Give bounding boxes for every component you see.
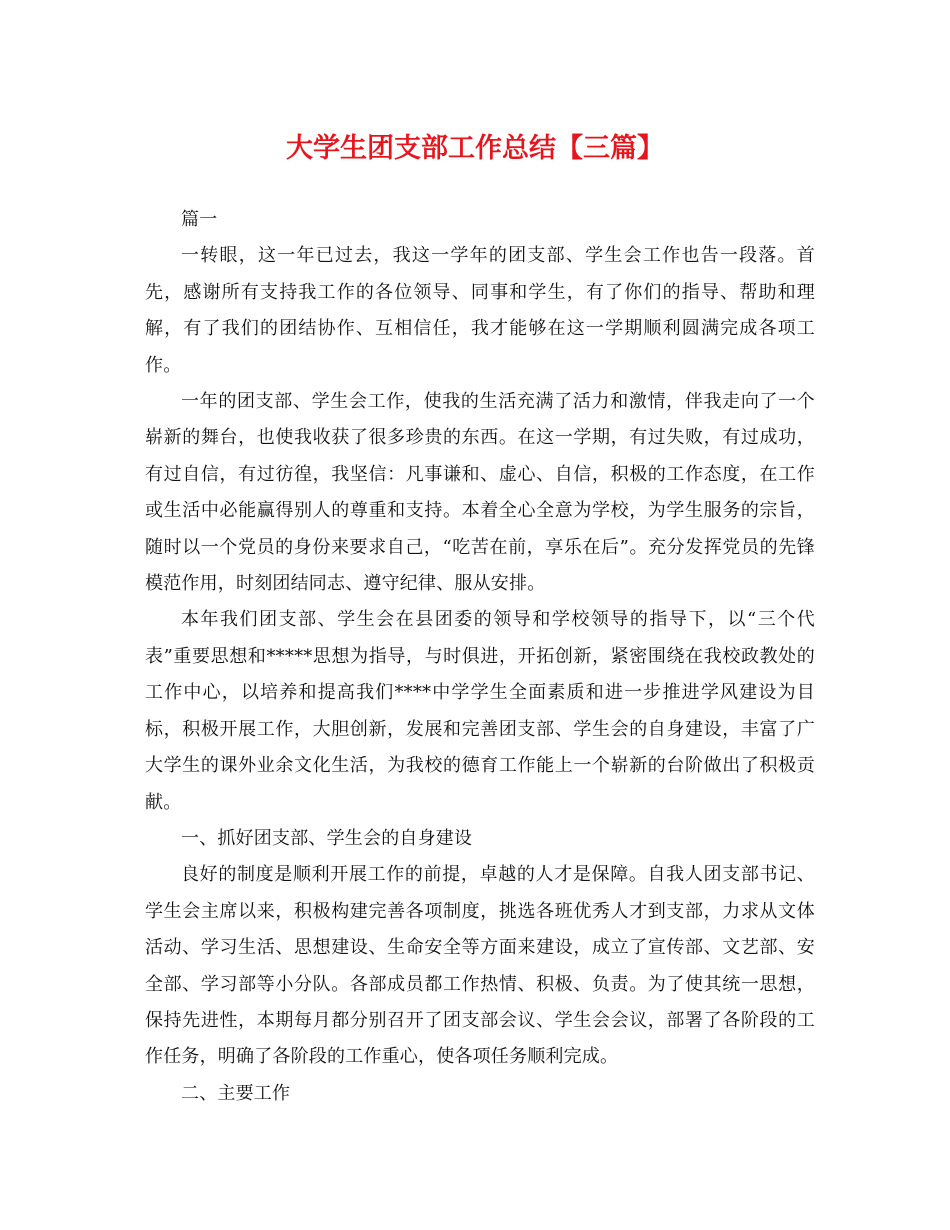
document-title: 大学生团支部工作总结【三篇】 <box>286 133 664 164</box>
section-heading: 二、主要工作 <box>181 1082 291 1104</box>
section-heading-part-one: 篇一 <box>181 209 218 230</box>
paragraph: 本年我们团支部、学生会在县团委的领导和学校领导的指导下，以“三个代表”重要思想和*****思想为指导，与时俱进，开拓创新，紧密围绕在我校政教处的工作中心，以培养和提高我们****中学学生全面素质和进一步推进学风建设为目标，积极开展工作，大胆创新，发展和完善团支部、学生会的自身建设，丰富了广大学生的课外业余文化生活，为我校的德育工作能上一个崭新的台阶做出了积极贡献。 <box>145 609 815 813</box>
section-heading: 一、抓好团支部、学生会的自身建设 <box>181 827 473 849</box>
paragraph: 良好的制度是顺利开展工作的前提，卓越的人才是保障。自我人团支部书记、学生会主席以来，积极构建完善各项制度，挑选各班优秀人才到支部，力求从文体活动、学习生活、思想建设、生命安全等方面来建设，成立了宣传部、文艺部、安全部、学习部等小分队。各部成员都工作热情、积极、负责。为了使其统一思想，保持先进性，本期每月都分别召开了团支部会议、学生会会议，部署了各阶段的工作任务，明确了各阶段的工作重心，使各项任务顺利完成。 <box>145 864 815 1068</box>
document-body <box>145 202 815 1112</box>
paragraph: 一转眼，这一年已过去，我这一学年的团支部、学生会工作也告一段落。首先，感谢所有支持我工作的各位领导、同事和学生，有了你们的指导、帮助和理解，有了我们的团结协作、互相信任，我才能够在这一学期顺利圆满完成各项工作。 <box>145 245 815 376</box>
paragraph: 一年的团支部、学生会工作，使我的生活充满了活力和激情，伴我走向了一个崭新的舞台，也使我收获了很多珍贵的东西。在这一学期，有过失败，有过成功，有过自信，有过彷徨，我坚信：凡事谦和、虚心、自信，积极的工作态度，在工作或生活中必能赢得别人的尊重和支持。本着全心全意为学校，为学生服务的宗旨，随时以一个党员的身份来要求自己，“吃苦在前，享乐在后”。充分发挥党员的先锋模范作用，时刻团结同志、遵守纪律、服从安排。 <box>145 391 815 595</box>
